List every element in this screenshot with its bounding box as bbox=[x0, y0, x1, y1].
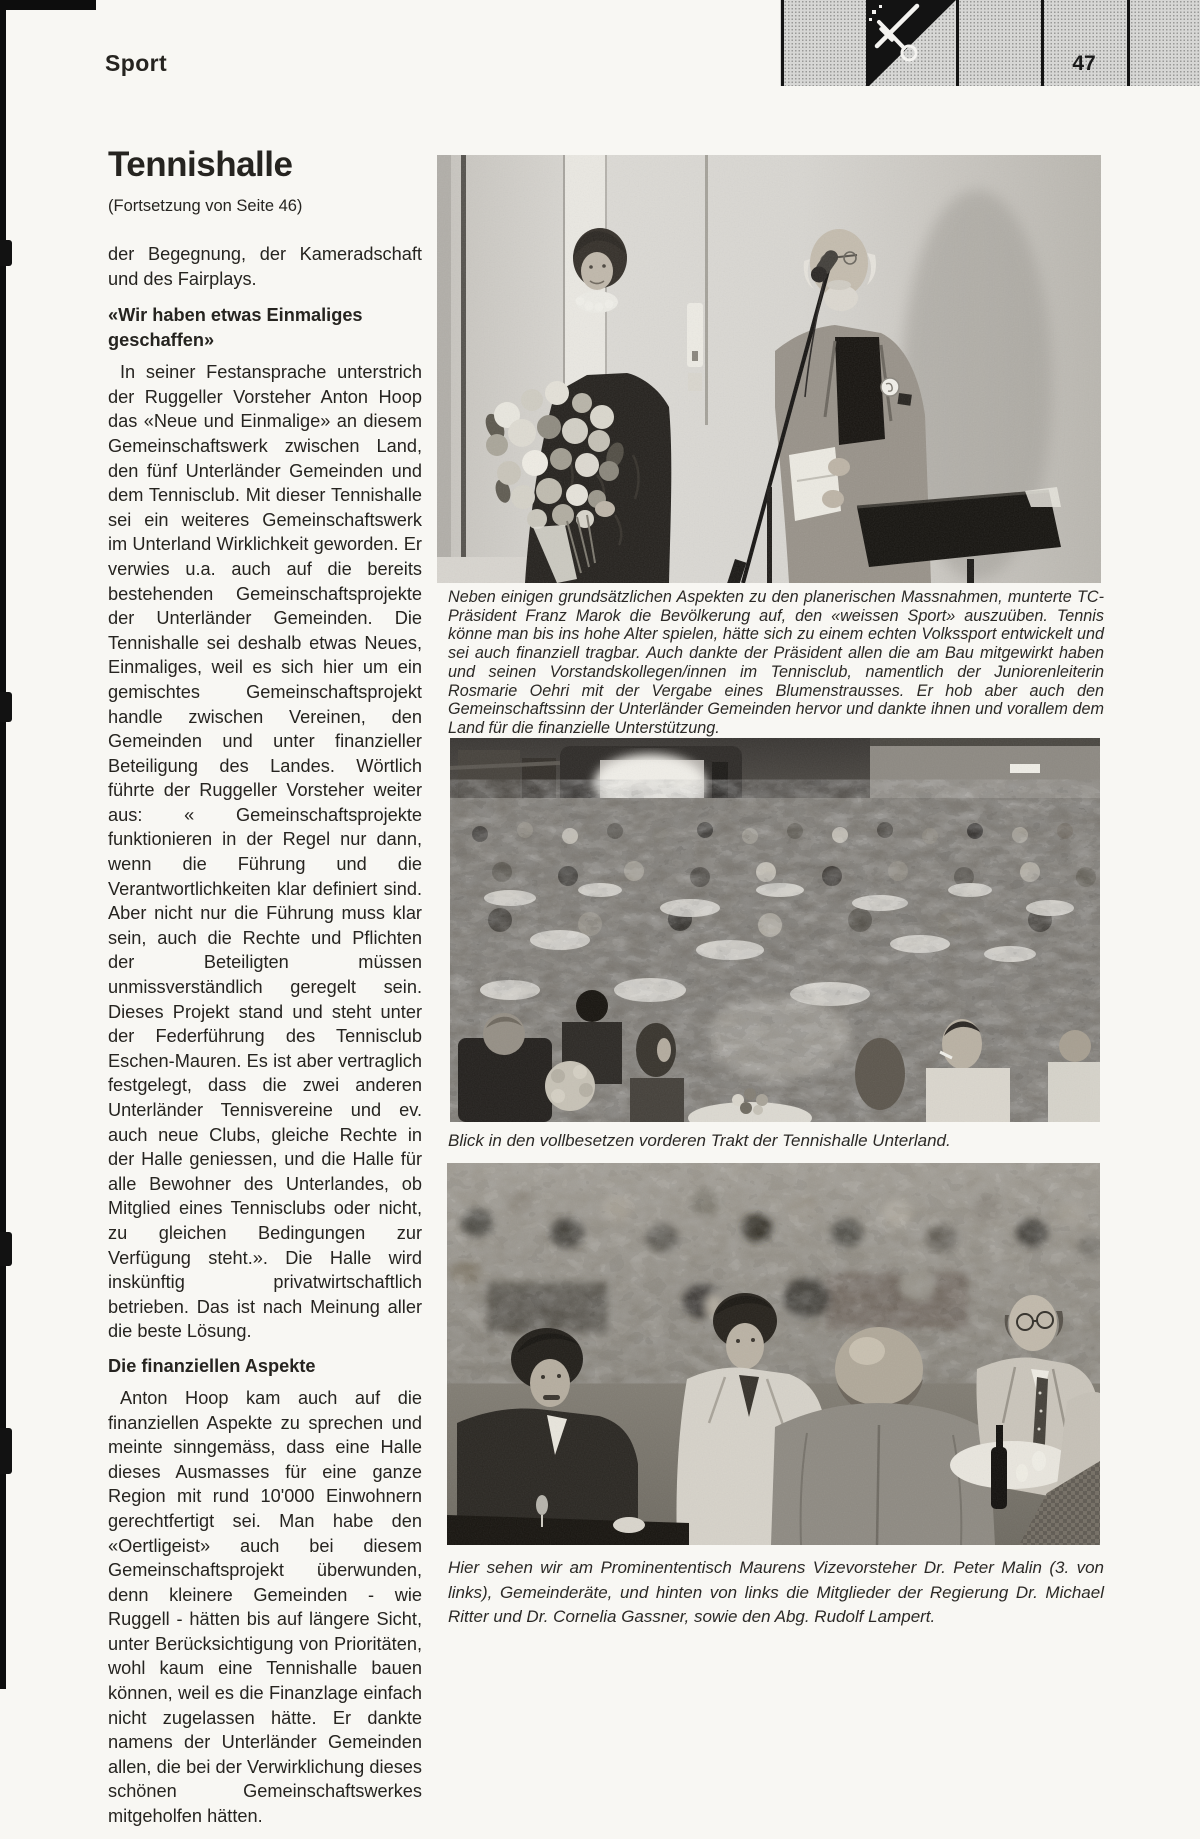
body-paragraph: In seiner Festansprache unterstrich der Ruggeller Vorsteher Anton Hoop das «Neue und Einmalige» an diesem Gemeinschaftswerk zwischen Land, den fünf Unterländer Gemeinden und dem Tennisclub. Mit dieser Tennishalle sei ein weiteres Gemeinschaftswerk im Unterland Wirklichkeit geworden. Er verwies u.a. auch auf die bereits bestehenden Gemeinschaftsprojekte der Unterländer Gemeinden. Die Tennishalle sei deshalb etwas Neues, Einmaliges, weil es sich hier um ein gemischtes Gemeinschaftsprojekt handle zwischen Vereinen, den Gemeinden und unter finanzieller Beteiligung des Landes. Wörtlich führte der Ruggeller Vorsteher weiter aus: « Gemeinschaftsprojekte funktionieren in der Regel nur dann, wenn die Führung und die Verantwortlichkeiten klar definiert sind. Aber nicht nur die Führung muss klar sein, auch die Rechte und Pflichten der Beteiligten müssen unmissverständlich geregelt sein. Dieses Projekt stand und steht unter der Federführung des Tennisclub Eschen-Mauren. Es ist aber vertraglich festgelegt, dass die zwei anderen Unterländer Tennisvereine und ev. auch neue Clubs, gleiche Rechte in der Halle geniessen, und die Halle für alle Bewohner des Unterlandes, ob Mitglied eines Tennisclubs oder nicht, zu gleichen Bedingungen zur Verfügung steht.». Die Halle wird inskünftig privatwirtschaftlich betrieben. Das ist nach Meinung aller die beste Lösung. bbox=[108, 362, 422, 1342]
band-divider bbox=[956, 0, 959, 86]
header-band bbox=[780, 0, 1200, 86]
photo-award-ceremony bbox=[437, 155, 1101, 583]
photo-caption: Neben einigen grundsätzlichen Aspekten zu den planerischen Massnahmen, munterte TC-Präsident Franz Marok die Bevölkerung auf, den «weissen Sport» auszuüben. Tennis könne man bis ins hohe Alter spielen, hätte sich zu einem echten Volkssport entwickelt und sei auch finanziell tragbar. Auch dankte der Präsident allen die am Bau mitgewirkt haben und seinen Vorstandskollegen/innen im Tennisclub, namentlich der Juniorenleiterin Rosmarie Oehri mit der Vergabe eines Blumenstrausses. Er hob aber auch den Gemeinschaftssinn der Unterländer Gemeinden hervor und dankte ihnen und vorallem dem Land für die finanzielle Unterstützung. bbox=[448, 588, 1104, 737]
photo-caption: Hier sehen wir am Prominententisch Maurens Vizevorsteher Dr. Peter Malin (3. von links), Gemeinderäte, und hinten von links die Mitglieder der Regierung Dr. Michael Ritter und Dr. Cornelia Gassner, sowie den Abg. Rudolf Lampert. bbox=[448, 1558, 1104, 1626]
scan-artifact bbox=[0, 1232, 12, 1266]
page-number: 47 bbox=[1072, 52, 1096, 75]
subhead-quote: «Wir haben etwas Einmaliges geschaffen» bbox=[108, 305, 363, 351]
crossed-sword-and-ring-emblem-icon bbox=[864, 0, 958, 88]
subhead-finances: Die finanziellen Aspekte bbox=[108, 1355, 316, 1376]
photo-caption: Blick in den vollbesetzen vorderen Trakt der Tennishalle Unterland. bbox=[448, 1131, 951, 1150]
article-column bbox=[108, 146, 422, 1839]
continuation-note: (Fortsetzung von Seite 46) bbox=[108, 197, 303, 215]
section-label: Sport bbox=[105, 50, 168, 76]
lead-paragraph: der Begegnung, der Kameradschaft und des Fairplays. bbox=[108, 244, 422, 289]
scan-artifact bbox=[0, 240, 12, 266]
scan-artifact-corner bbox=[0, 0, 96, 10]
body-paragraph: Anton Hoop kam auch auf die finanziellen Aspekte zu sprechen und meinte sinngemäss, dass eine Halle dieses Ausmasses für eine ganze Region mit rund 10'000 Einwohnern gerechtfertigt sei. Man habe den «Oertligeist» auch bei diesem Gemeinschaftsprojekt überwunden, denn kleinere Gemeinden - wie Ruggell - hätten bis auf längere Sicht, unter Berücksichtigung von Prioritäten, wohl kaum eine Tennishalle bauen können, weil es die Finanzlage einfach nicht zugelassen hätte. Er dankte namens der Unterländer Gemeinden allen, die bei der Verwirklichung dieses schönen Gemeinschaftswerkes mitgeholfen hätten. bbox=[108, 1387, 422, 1827]
photo-hall-crowd bbox=[450, 738, 1100, 1122]
band-divider bbox=[1127, 0, 1130, 86]
band-divider bbox=[781, 0, 784, 86]
photo-vip-table-image bbox=[447, 1163, 1100, 1545]
scan-artifact bbox=[0, 1428, 12, 1474]
page-title: Tennishalle bbox=[108, 145, 293, 184]
photo-hall-crowd-image bbox=[450, 738, 1100, 1122]
scan-artifact bbox=[0, 692, 12, 722]
photo-award-ceremony-image bbox=[437, 155, 1101, 583]
photo-vip-table bbox=[447, 1163, 1100, 1545]
